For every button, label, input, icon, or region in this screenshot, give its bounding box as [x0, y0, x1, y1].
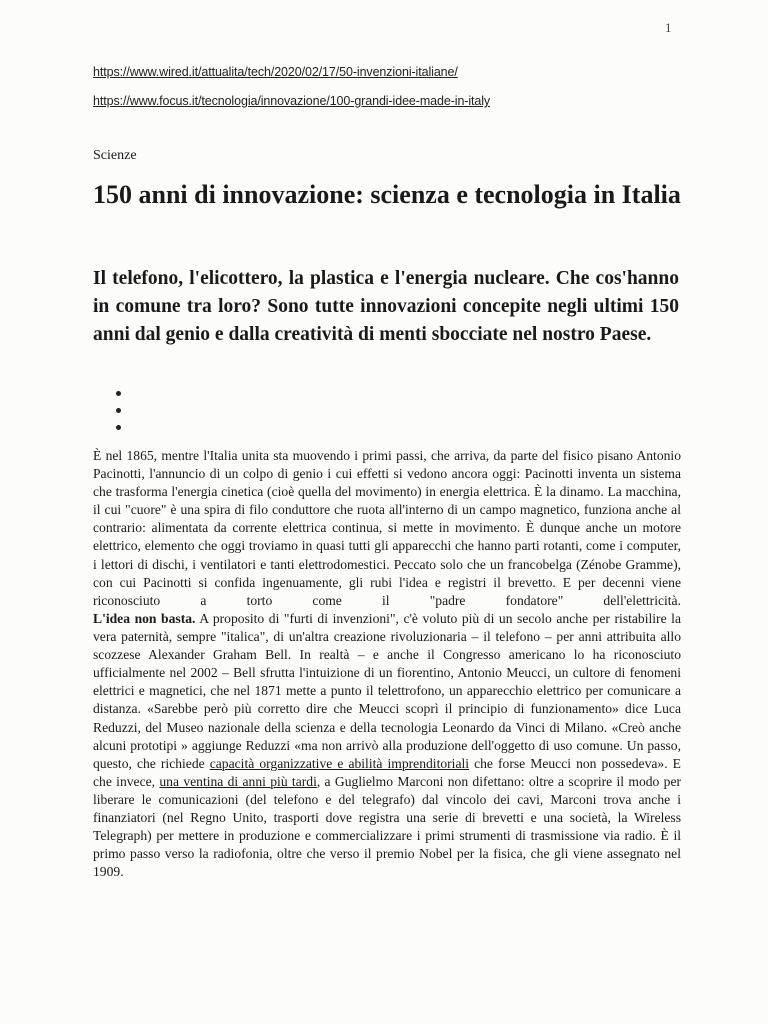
paragraph-dinamo: È nel 1865, mentre l'Italia unita sta muovendo i primi passi, che arriva, da parte del fisico pisano Antonio Pacinotti, l'annuncio di un colpo di genio i cui effetti si vedono ancora oggi: Pacinotti inventa un sistema che trasforma l'energia cinetica (cioè quella del movimento) in energia elettrica. È la dinamo. La macchina, il cui "cuore" è una spira di filo conduttore che ruota all'interno di un campo magnetico, funziona anche al contrario: alimentata da corrente elettrica continua, si mette in movimento. È dunque anche un motore elettrico, elemento che oggi troviamo in quasi tutti gli apparecchi che hanno parti rotanti, come i computer, i lettori di dischi, i ventilatori e tanti elettrodomestici. Peccato solo che un francobelga (Zénobe Gramme), con cui Pacinotti si confida ingenuamente, gli rubi l'idea e registri il brevetto. E per decenni viene riconosciuto a torto come il "padre fondatore" dell'elettricità.	[93, 448, 681, 608]
source-link-focus[interactable]: https://www.focus.it/tecnologia/innovazione/100-grandi-idee-made-in-italy	[93, 94, 491, 108]
underlined-phrase: capacità organizzative e abilità imprenditoriali	[209, 755, 470, 771]
paragraph-text: A proposito di "furti di invenzioni", c'è voluto più di un secolo anche per ristabilire la vera paternità, sempre "italica", di un'altra creazione rivoluzionaria – il telefono – per anni attribuita allo scozzese Alexander Graham Bell. In realtà – e anche il Congresso americano lo ha riconosciuto ufficialmente nel 2002 – Bell sfrutta l'intuizione di un fiorentino, Antonio Meucci, un cultore di fenomeni elettrici e magnetici, che nel 1871 mette a punto il telettrofono, un apparecchio elettrico per comunicare a distanza. «Sarebbe però più corretto dire che Meucci scoprì il principio di funzionamento» dice Luca Reduzzi, del Museo nazionale della scienza e della tecnologia Leonardo da Vinci di Milano. «Creò anche alcuni prototipi » aggiunge Reduzzi «ma non arrivò alla produzione dell'oggetto di uso comune. Un passo, questo, che richiede	[93, 611, 681, 771]
article-subtitle: Il telefono, l'elicottero, la plastica e l'energia nucleare. Che cos'hanno in comune tra loro? Sono tutte innovazioni concepite negli ultimi 150 anni dal genio e dalla creatività di menti sbocciate nel nostro Paese.	[93, 268, 679, 345]
paragraph-text: , a Guglielmo Marconi non difettano: oltre a scoprire il modo per liberare le comunicazioni (del telefono e del telegrafo) dal vincolo dei cavi, Marconi trova anche i finanziatori (nel Regno Unito, trasporti dove registra una serie di brevetti e una società, la Wireless Telegraph) per mettere in produzione e commercializzare i primi strumenti di trasmissione via radio. È il primo passo verso la radiofonia, oltre che verso il premio Nobel per la fisica, che gli viene assegnato nel 1909.	[93, 773, 682, 880]
article-title: 150 anni di innovazione: scienza e tecnologia in Italia	[93, 180, 681, 209]
paragraph-telefono	[93, 610, 681, 881]
source-link-wired[interactable]: https://www.wired.it/attualita/tech/2020/02/17/50-invenzioni-italiane/	[93, 65, 458, 79]
paragraph-lead: L'idea non basta.	[93, 611, 196, 626]
page-number: 1	[665, 20, 672, 35]
section-label: Scienze	[93, 148, 137, 163]
paragraph-text: che forse Meucci non possedeva». E che invece,	[93, 755, 681, 789]
underlined-phrase: una ventina di anni più tardi	[159, 773, 317, 789]
